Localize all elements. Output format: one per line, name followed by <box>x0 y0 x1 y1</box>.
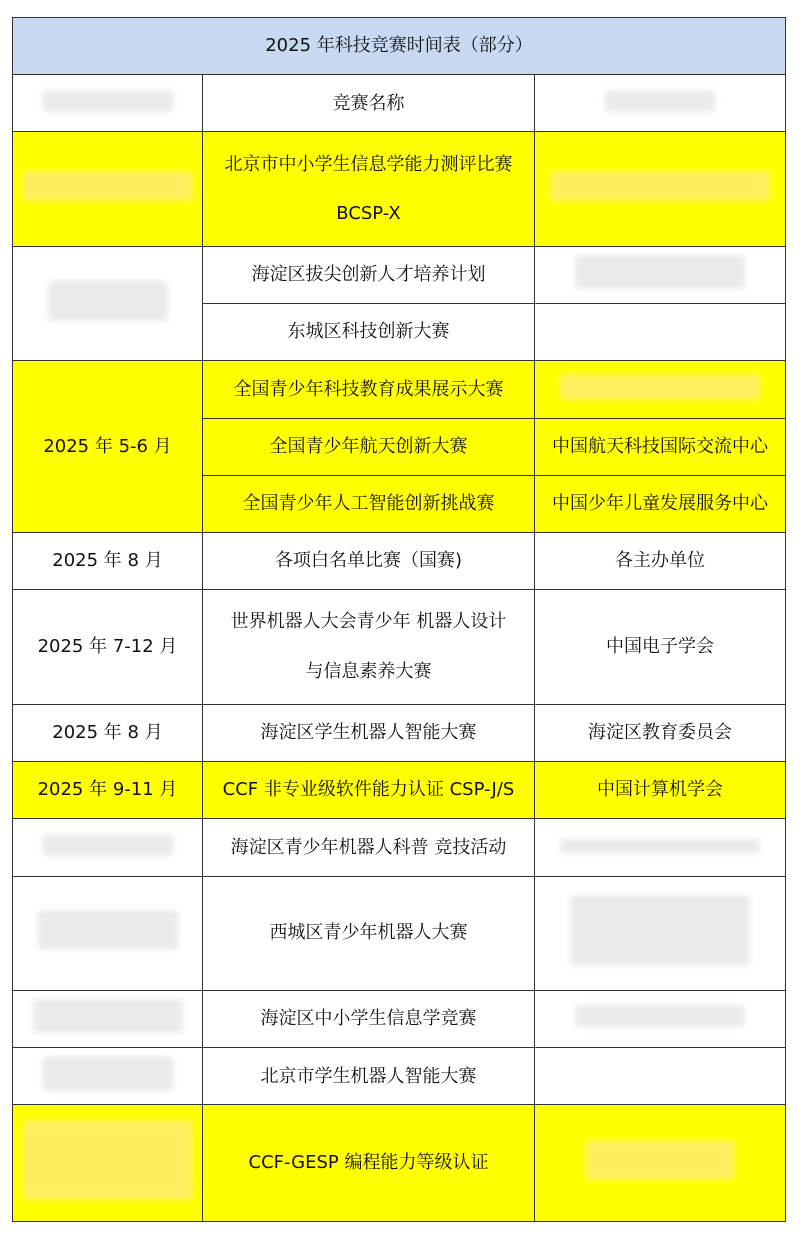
blurred-text <box>23 171 193 201</box>
org-cell <box>535 876 786 990</box>
time-cell <box>13 1048 203 1105</box>
competition-cell: CCF 非专业级软件能力认证 CSP-J/S <box>203 762 535 819</box>
competition-cell: 全国青少年航天创新大赛 <box>203 418 535 475</box>
competition-cell: 海淀区学生机器人智能大赛 <box>203 704 535 761</box>
competition-cell <box>203 590 535 704</box>
competition-cell: 海淀区拔尖创新人才培养计划 <box>203 246 535 303</box>
org-cell: 中国计算机学会 <box>535 762 786 819</box>
org-cell <box>535 246 786 303</box>
table-row <box>13 361 786 418</box>
org-cell <box>535 819 786 876</box>
time-cell: 2025 年 8 月 <box>13 533 203 590</box>
org-cell <box>535 132 786 246</box>
header-row <box>13 75 786 132</box>
org-cell: 海淀区教育委员会 <box>535 704 786 761</box>
blurred-text <box>575 1005 745 1027</box>
blurred-text <box>33 999 183 1033</box>
time-header-cell <box>13 75 203 132</box>
competition-cell: 海淀区中小学生信息学竞赛 <box>203 990 535 1047</box>
competition-cell: 西城区青少年机器人大赛 <box>203 876 535 990</box>
table-row <box>13 762 786 819</box>
table-title: 2025 年科技竞赛时间表（部分） <box>13 18 786 75</box>
competition-name-line2: BCSP-X <box>336 203 401 225</box>
org-cell <box>535 1048 786 1105</box>
blurred-text <box>585 1140 735 1180</box>
blurred-text <box>570 895 750 965</box>
blurred-text <box>550 171 770 201</box>
competition-cell: 北京市学生机器人智能大赛 <box>203 1048 535 1105</box>
blurred-text <box>43 834 173 856</box>
table-row <box>13 533 786 590</box>
org-cell: 中国电子学会 <box>535 590 786 704</box>
competition-header: 竞赛名称 <box>203 75 535 132</box>
competition-cell: CCF-GESP 编程能力等级认证 <box>203 1105 535 1222</box>
org-cell: 中国航天科技国际交流中心 <box>535 418 786 475</box>
blurred-text <box>43 90 173 112</box>
blurred-text <box>43 1057 173 1091</box>
org-header-cell <box>535 75 786 132</box>
org-cell <box>535 1105 786 1222</box>
time-cell <box>13 1105 203 1222</box>
table-row <box>13 1105 786 1222</box>
blurred-text <box>605 90 715 112</box>
time-cell: 2025 年 9-11 月 <box>13 762 203 819</box>
competition-cell <box>203 132 535 246</box>
time-cell <box>13 990 203 1047</box>
table-row <box>13 990 786 1047</box>
org-cell: 中国少年儿童发展服务中心 <box>535 475 786 532</box>
org-cell <box>535 304 786 361</box>
table-row <box>13 704 786 761</box>
time-cell <box>13 876 203 990</box>
competition-cell: 东城区科技创新大赛 <box>203 304 535 361</box>
table-title-row <box>13 18 786 75</box>
blurred-text <box>560 374 760 400</box>
table-row <box>13 246 786 303</box>
time-cell: 2025 年 5-6 月 <box>13 361 203 533</box>
competition-cell: 海淀区青少年机器人科普 竞技活动 <box>203 819 535 876</box>
table-row <box>13 876 786 990</box>
competition-cell: 全国青少年科技教育成果展示大赛 <box>203 361 535 418</box>
competition-schedule-table <box>12 17 786 1222</box>
competition-name-line2: 与信息素养大赛 <box>305 661 432 683</box>
time-cell <box>13 132 203 246</box>
blurred-text <box>48 281 168 321</box>
org-cell: 各主办单位 <box>535 533 786 590</box>
org-cell <box>535 361 786 418</box>
competition-name-line1: 北京市中小学生信息学能力测评比赛 <box>224 153 513 175</box>
time-cell <box>13 246 203 360</box>
competition-name-line1: 世界机器人大会青少年 机器人设计 <box>230 611 507 633</box>
blurred-text <box>23 1120 193 1200</box>
org-cell <box>535 990 786 1047</box>
time-cell: 2025 年 7-12 月 <box>13 590 203 704</box>
blurred-text <box>38 910 178 950</box>
table-row <box>13 590 786 704</box>
competition-cell: 全国青少年人工智能创新挑战赛 <box>203 475 535 532</box>
table-row <box>13 132 786 246</box>
time-cell <box>13 819 203 876</box>
competition-cell: 各项白名单比赛（国赛) <box>203 533 535 590</box>
table-row <box>13 819 786 876</box>
table-row <box>13 1048 786 1105</box>
blurred-text <box>575 255 745 289</box>
time-cell: 2025 年 8 月 <box>13 704 203 761</box>
blurred-text <box>560 839 760 853</box>
